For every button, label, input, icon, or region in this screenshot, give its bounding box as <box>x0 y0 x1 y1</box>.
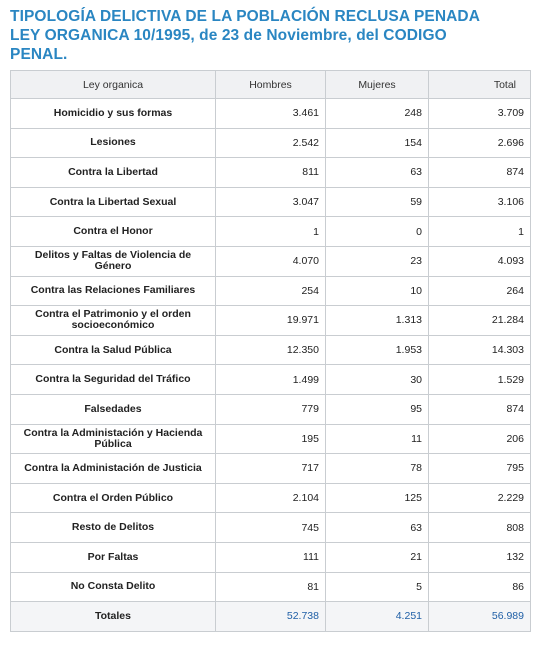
cell-hombres: 779 <box>216 394 326 424</box>
cell-hombres: 811 <box>216 158 326 188</box>
cell-hombres: 1 <box>216 217 326 247</box>
cell-total: 14.303 <box>429 335 531 365</box>
title-line-2: LEY ORGANICA 10/1995, de 23 de Noviembre, del CODIGO <box>10 27 447 44</box>
table-row <box>11 572 531 602</box>
header-total: Total <box>429 71 531 99</box>
table-row <box>11 483 531 513</box>
table-row <box>11 424 531 454</box>
table-row <box>11 365 531 395</box>
cell-hombres: 19.971 <box>216 306 326 336</box>
table-row <box>11 246 531 276</box>
row-label: Contra el Patrimonio y el orden socioeconómico <box>11 306 216 336</box>
crime-typology-table <box>10 70 531 632</box>
cell-mujeres: 78 <box>326 454 429 484</box>
cell-total: 4.093 <box>429 246 531 276</box>
cell-total: 2.696 <box>429 128 531 158</box>
table-row <box>11 99 531 129</box>
cell-mujeres: 10 <box>326 276 429 306</box>
cell-hombres: 1.499 <box>216 365 326 395</box>
row-label: Homicidio y sus formas <box>11 99 216 129</box>
table-row <box>11 187 531 217</box>
cell-hombres: 717 <box>216 454 326 484</box>
cell-total: 264 <box>429 276 531 306</box>
cell-mujeres: 63 <box>326 513 429 543</box>
table-row <box>11 158 531 188</box>
title-line-1: TIPOLOGÍA DELICTIVA DE LA POBLACIÓN RECLUSA PENADA <box>10 8 481 25</box>
cell-mujeres: 1.313 <box>326 306 429 336</box>
cell-mujeres: 30 <box>326 365 429 395</box>
cell-hombres: 745 <box>216 513 326 543</box>
row-label: Delitos y Faltas de Violencia de Género <box>11 246 216 276</box>
table-row <box>11 454 531 484</box>
totals-label: Totales <box>11 602 216 632</box>
header-hombres: Hombres <box>216 71 326 99</box>
cell-total: 86 <box>429 572 531 602</box>
cell-mujeres: 1.953 <box>326 335 429 365</box>
table-row <box>11 306 531 336</box>
cell-hombres: 111 <box>216 542 326 572</box>
row-label: No Consta Delito <box>11 572 216 602</box>
totals-mujeres: 4.251 <box>326 602 429 632</box>
cell-mujeres: 59 <box>326 187 429 217</box>
cell-mujeres: 5 <box>326 572 429 602</box>
cell-total: 3.106 <box>429 187 531 217</box>
table-header-row <box>11 71 531 99</box>
row-label: Resto de Delitos <box>11 513 216 543</box>
cell-mujeres: 248 <box>326 99 429 129</box>
cell-hombres: 254 <box>216 276 326 306</box>
row-label: Contra la Administación de Justicia <box>11 454 216 484</box>
cell-total: 1 <box>429 217 531 247</box>
cell-hombres: 2.542 <box>216 128 326 158</box>
cell-total: 206 <box>429 424 531 454</box>
cell-mujeres: 0 <box>326 217 429 247</box>
row-label: Contra la Salud Pública <box>11 335 216 365</box>
cell-hombres: 195 <box>216 424 326 454</box>
cell-mujeres: 11 <box>326 424 429 454</box>
totals-row <box>11 602 531 632</box>
row-label: Contra la Libertad <box>11 158 216 188</box>
row-label: Falsedades <box>11 394 216 424</box>
title-line-3: PENAL. <box>10 46 68 63</box>
row-label: Contra el Orden Público <box>11 483 216 513</box>
totals-total: 56.989 <box>429 602 531 632</box>
cell-hombres: 2.104 <box>216 483 326 513</box>
cell-hombres: 4.070 <box>216 246 326 276</box>
row-label: Contra la Administación y Hacienda Pública <box>11 424 216 454</box>
totals-hombres: 52.738 <box>216 602 326 632</box>
cell-hombres: 3.047 <box>216 187 326 217</box>
cell-mujeres: 95 <box>326 394 429 424</box>
cell-total: 874 <box>429 158 531 188</box>
row-label: Contra el Honor <box>11 217 216 247</box>
row-label: Contra las Relaciones Familiares <box>11 276 216 306</box>
cell-hombres: 81 <box>216 572 326 602</box>
row-label: Contra la Seguridad del Tráfico <box>11 365 216 395</box>
cell-total: 795 <box>429 454 531 484</box>
cell-mujeres: 63 <box>326 158 429 188</box>
cell-total: 2.229 <box>429 483 531 513</box>
table-row <box>11 394 531 424</box>
cell-mujeres: 23 <box>326 246 429 276</box>
cell-total: 132 <box>429 542 531 572</box>
header-mujeres: Mujeres <box>326 71 429 99</box>
cell-mujeres: 21 <box>326 542 429 572</box>
table-row <box>11 128 531 158</box>
cell-total: 3.709 <box>429 99 531 129</box>
cell-mujeres: 154 <box>326 128 429 158</box>
cell-total: 1.529 <box>429 365 531 395</box>
table-row <box>11 217 531 247</box>
row-label: Lesiones <box>11 128 216 158</box>
table-row <box>11 335 531 365</box>
page-title <box>10 7 530 64</box>
header-ley-organica: Ley organica <box>11 71 216 99</box>
table-row <box>11 513 531 543</box>
cell-total: 874 <box>429 394 531 424</box>
table-row <box>11 276 531 306</box>
cell-total: 21.284 <box>429 306 531 336</box>
cell-mujeres: 125 <box>326 483 429 513</box>
row-label: Contra la Libertad Sexual <box>11 187 216 217</box>
cell-hombres: 12.350 <box>216 335 326 365</box>
row-label: Por Faltas <box>11 542 216 572</box>
cell-total: 808 <box>429 513 531 543</box>
table-row <box>11 542 531 572</box>
cell-hombres: 3.461 <box>216 99 326 129</box>
